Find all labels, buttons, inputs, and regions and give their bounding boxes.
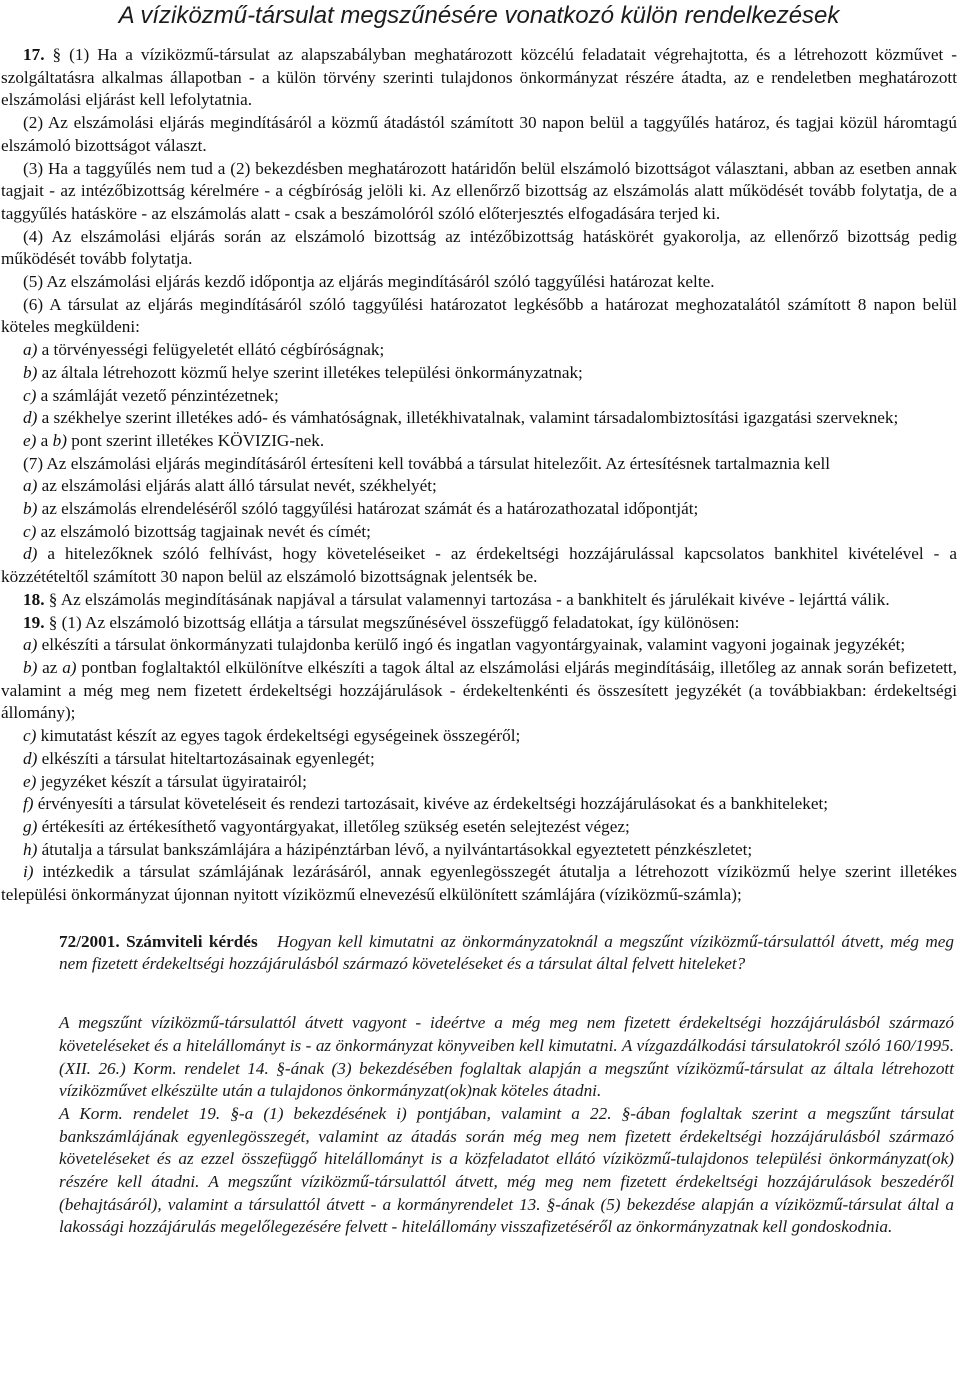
item-label: i) <box>23 862 34 882</box>
list-item <box>1 339 957 362</box>
item-text: az általa létrehozott közmű helye szerint illetékes települési önkormányzatnak; <box>37 362 583 382</box>
item-text: az <box>37 657 63 677</box>
item-text: kimutatást készít az egyes tagok érdekeltségi egységeinek összegéről; <box>36 726 521 746</box>
s18-number: 18. <box>23 589 45 609</box>
qa-label: Számviteli kérdés <box>126 931 258 951</box>
item-text: a hitelezőknek szóló felhívást, hogy követeléseiket - az érdekeltségi hozzájárulással kapcsolatos bankhitel kivételével - a közzétételtől számított 30 napon belül az elszámoló bizottságnak jelentsék be. <box>1 544 957 587</box>
list-item <box>1 543 957 588</box>
qa-answer-1: A megszűnt víziközmű-társulattól átvett vagyont - ideértve a még meg nem fizetett érdekeltségi hozzájárulásból származó követeléseket és a hitelállományt is - az önkormányzat könyveiben kell kimutatni. A vízgazdálkodási társulatokról szóló 160/1995. (XII. 26.) Korm. rendelet 14. §-ának (3) bekezdésében foglaltak alapján a megszűnt víziközmű-társulat az általa létrehozott víziközművet elkészülte után a tulajdonos önkormányzat(ok)nak köteles átadni. <box>59 1013 954 1101</box>
list-item <box>1 861 957 906</box>
item-ref: b) <box>52 430 67 450</box>
list-item <box>1 657 957 725</box>
list-item <box>1 498 957 521</box>
item-label: d) <box>23 544 38 564</box>
list-item <box>1 362 957 385</box>
page-title: A víziközmű-társulat megszűnésére vonatkozó külön rendelkezések <box>118 2 840 29</box>
item-text: a törvényességi felügyeletét ellátó cégbíróságnak; <box>37 340 385 360</box>
item-label: b) <box>23 499 38 519</box>
s17-paragraph-1 <box>1 44 957 112</box>
item-label: a) <box>23 635 38 655</box>
qa-id: 72/2001. <box>59 931 120 951</box>
item-text: a számláját vezető pénzintézetnek; <box>36 385 279 405</box>
list-item <box>1 430 957 453</box>
item-text: jegyzéket készít a társulat ügyiratairól; <box>36 771 307 791</box>
s17-p1-text: § (1) Ha a víziközmű-társulat az alapszabályban meghatározott közcélú feladatait végrehajtotta, és a létrehozott közművet - szolgáltatásra alkalmas állapotban - a külön törvény szerinti tulajdonos önkormányzat részére átadta, az e rendeletben meghatározott elszámolási eljárást kell lefolytatnia. <box>1 45 957 110</box>
qa-question <box>59 931 954 976</box>
list-item <box>1 407 957 430</box>
item-text: érvényesíti a társulat követeléseit és rendezi tartozásait, kivéve az érdekeltségi hozzájárulásokat és a bankhiteleket; <box>33 794 829 814</box>
list-item <box>1 793 957 816</box>
list-item <box>1 475 957 498</box>
list-item <box>1 816 957 839</box>
qa-question-text: Hogyan kell kimutatni az önkormányzatoknál a megszűnt víziközmű-társulattól átvett, még meg nem fizetett érdekeltségi hozzájárulásból származó követeléseket és a társulat által felvett hiteleket? <box>59 931 955 974</box>
item-label: d) <box>23 408 38 428</box>
s17-paragraph-4: (4) Az elszámolási eljárás során az elszámoló bizottság az intézőbizottság hatáskörét gyakorolja, az ellenőrző bizottság pedig működését tovább folytatja. <box>1 226 957 269</box>
s18-paragraph <box>1 589 957 612</box>
s17-p6-list <box>1 339 957 453</box>
qa-answer-2: A Korm. rendelet 19. §-a (1) bekezdésének i) pontjában, valamint a 22. §-ában foglaltak szerint a megszűnt társulat bankszámlájának egyenlegösszegét, valamint az átadás során még meg nem fizetett érdekeltségi hozzájárulásból származó követeléseket és az ezzel összefüggő hitelállományt is a közfeladatot ellátó víziközmű-tulajdonos települési önkormányzat(ok) részére kell átadni. A megszűnt víziközmű-társulattól átvett, még meg nem fizetett érdekeltségi hozzájárulások beszedéről (behajtásáról), valamint a társulattól átvett - a kormányrendelet 13. §-ának (5) bekezdése alapján a víziközmű-társulat által a lakossági hozzájárulás megelőlegezésére felvett - hitelállomány visszafizetéséről az önkormányzatnak kell gondoskodnia. <box>59 1103 954 1237</box>
list-item <box>1 385 957 408</box>
item-label: h) <box>23 839 38 859</box>
list-item <box>1 634 957 657</box>
item-label: c) <box>23 385 37 405</box>
item-text: a székhelye szerint illetékes adó- és vámhatóságnak, illetékhivatalnak, valamint társadalombiztosítási igazgatási szerveknek; <box>37 408 899 428</box>
item-text: intézkedik a társulat számlájának lezárásáról, annak egyenlegösszegét átutalja a létrehozott víziközmű helye szerint illetékes települési önkormányzat újonnan nyitott víziközmű elnevezésű elkülönített számlájára (víziközmű-számla); <box>1 862 957 905</box>
item-label: e) <box>23 430 37 450</box>
s17-paragraph-6: (6) A társulat az eljárás megindításáról szóló taggyűlési határozatot legkésőbb a határozat meghozatalától számított 8 napon belül köteles megküldeni: <box>1 294 957 337</box>
item-text: értékesíti az értékesíthető vagyontárgyakat, illetőleg szükség esetén selejtezést végez; <box>37 816 630 836</box>
s19-number: 19. <box>23 612 45 632</box>
list-item <box>1 771 957 794</box>
item-text: pont szerint illetékes KÖVIZIG-nek. <box>66 430 325 450</box>
list-item <box>1 725 957 748</box>
item-text: a <box>36 430 53 450</box>
s17-p7-list <box>1 475 957 589</box>
item-label: e) <box>23 771 37 791</box>
item-text: elkészíti a társulat önkormányzati tulajdonba kerülő ingó és ingatlan vagyontárgyainak, valamint vagyoni jogainak jegyzékét; <box>37 635 906 655</box>
item-text: az elszámolás elrendeléséről szóló taggyűlési határozat számát és a határozathozatal időpontját; <box>37 499 699 519</box>
item-text: elkészíti a társulat hiteltartozásainak egyenlegét; <box>37 748 375 768</box>
list-item <box>1 521 957 544</box>
list-item <box>1 748 957 771</box>
s17-number: 17. <box>23 45 45 64</box>
list-item <box>1 839 957 862</box>
item-label: a) <box>23 476 38 496</box>
item-label: b) <box>23 657 38 677</box>
item-label: d) <box>23 748 38 768</box>
item-text: pontban foglaltaktól elkülönítve elkészíti a tagok által az elszámolási eljárás megindításáig, illetőleg az annak során befizetett, valamint a még meg nem fizetett érdekeltségi hozzájárulások - érdekeltenkénti és összesített jegyzékét (a továbbiakban: érdekeltségi állomány); <box>1 657 957 723</box>
s17-paragraph-5: (5) Az elszámolási eljárás kezdő időpontja az eljárás megindításáról szóló taggyűlési határozat kelte. <box>23 272 715 292</box>
item-text: átutalja a társulat bankszámlájára a házipénztárban lévő, a nyilvántartásokkal egyeztetett pénzkészletet; <box>37 839 753 859</box>
item-label: g) <box>23 816 38 836</box>
s17-paragraph-3: (3) Ha a taggyűlés nem tud a (2) bekezdésben meghatározott határidőn belül elszámoló bizottságot választani, abban az esetben annak tagjait - az intézőbizottság kérelmére - a cégbíróság jelöli ki. Az ellenőrző bizottság az elszámolás alatt működését tovább folytatja, de a taggyűlés hatásköre - az elszámolás alatt - csak a beszámolóról szóló előterjesztés elfogadására terjed ki. <box>1 158 957 223</box>
item-ref: a) <box>62 657 77 677</box>
s19-paragraph-1 <box>1 612 957 635</box>
s17-paragraph-7: (7) Az elszámolási eljárás megindításáról értesíteni kell továbbá a társulat hitelezőit. Az értesítésnek tartalmaznia kell <box>23 453 831 473</box>
item-text: az elszámolási eljárás alatt álló társulat nevét, székhelyét; <box>37 476 437 496</box>
item-text: az elszámoló bizottság tagjainak nevét és címét; <box>36 521 371 541</box>
item-label: b) <box>23 362 38 382</box>
s19-p1-text: § (1) Az elszámoló bizottság ellátja a társulat megszűnésével összefüggő feladatokat, így különösen: <box>44 612 740 632</box>
s17-paragraph-2: (2) Az elszámolási eljárás megindításáról a közmű átadástól számított 30 napon belül a taggyűlés határoz, és tagjai közül háromtagú elszámoló bizottságot választ. <box>1 113 957 155</box>
item-label: c) <box>23 726 37 746</box>
s19-list <box>1 634 957 906</box>
s18-text: § Az elszámolás megindításának napjával a társulat valamennyi tartozása - a bankhitelt és járulékait kivéve - lejárttá válik. <box>44 589 890 609</box>
accounting-qa-block <box>59 931 954 1239</box>
item-label: a) <box>23 340 38 360</box>
item-label: f) <box>23 794 34 814</box>
item-label: c) <box>23 521 37 541</box>
